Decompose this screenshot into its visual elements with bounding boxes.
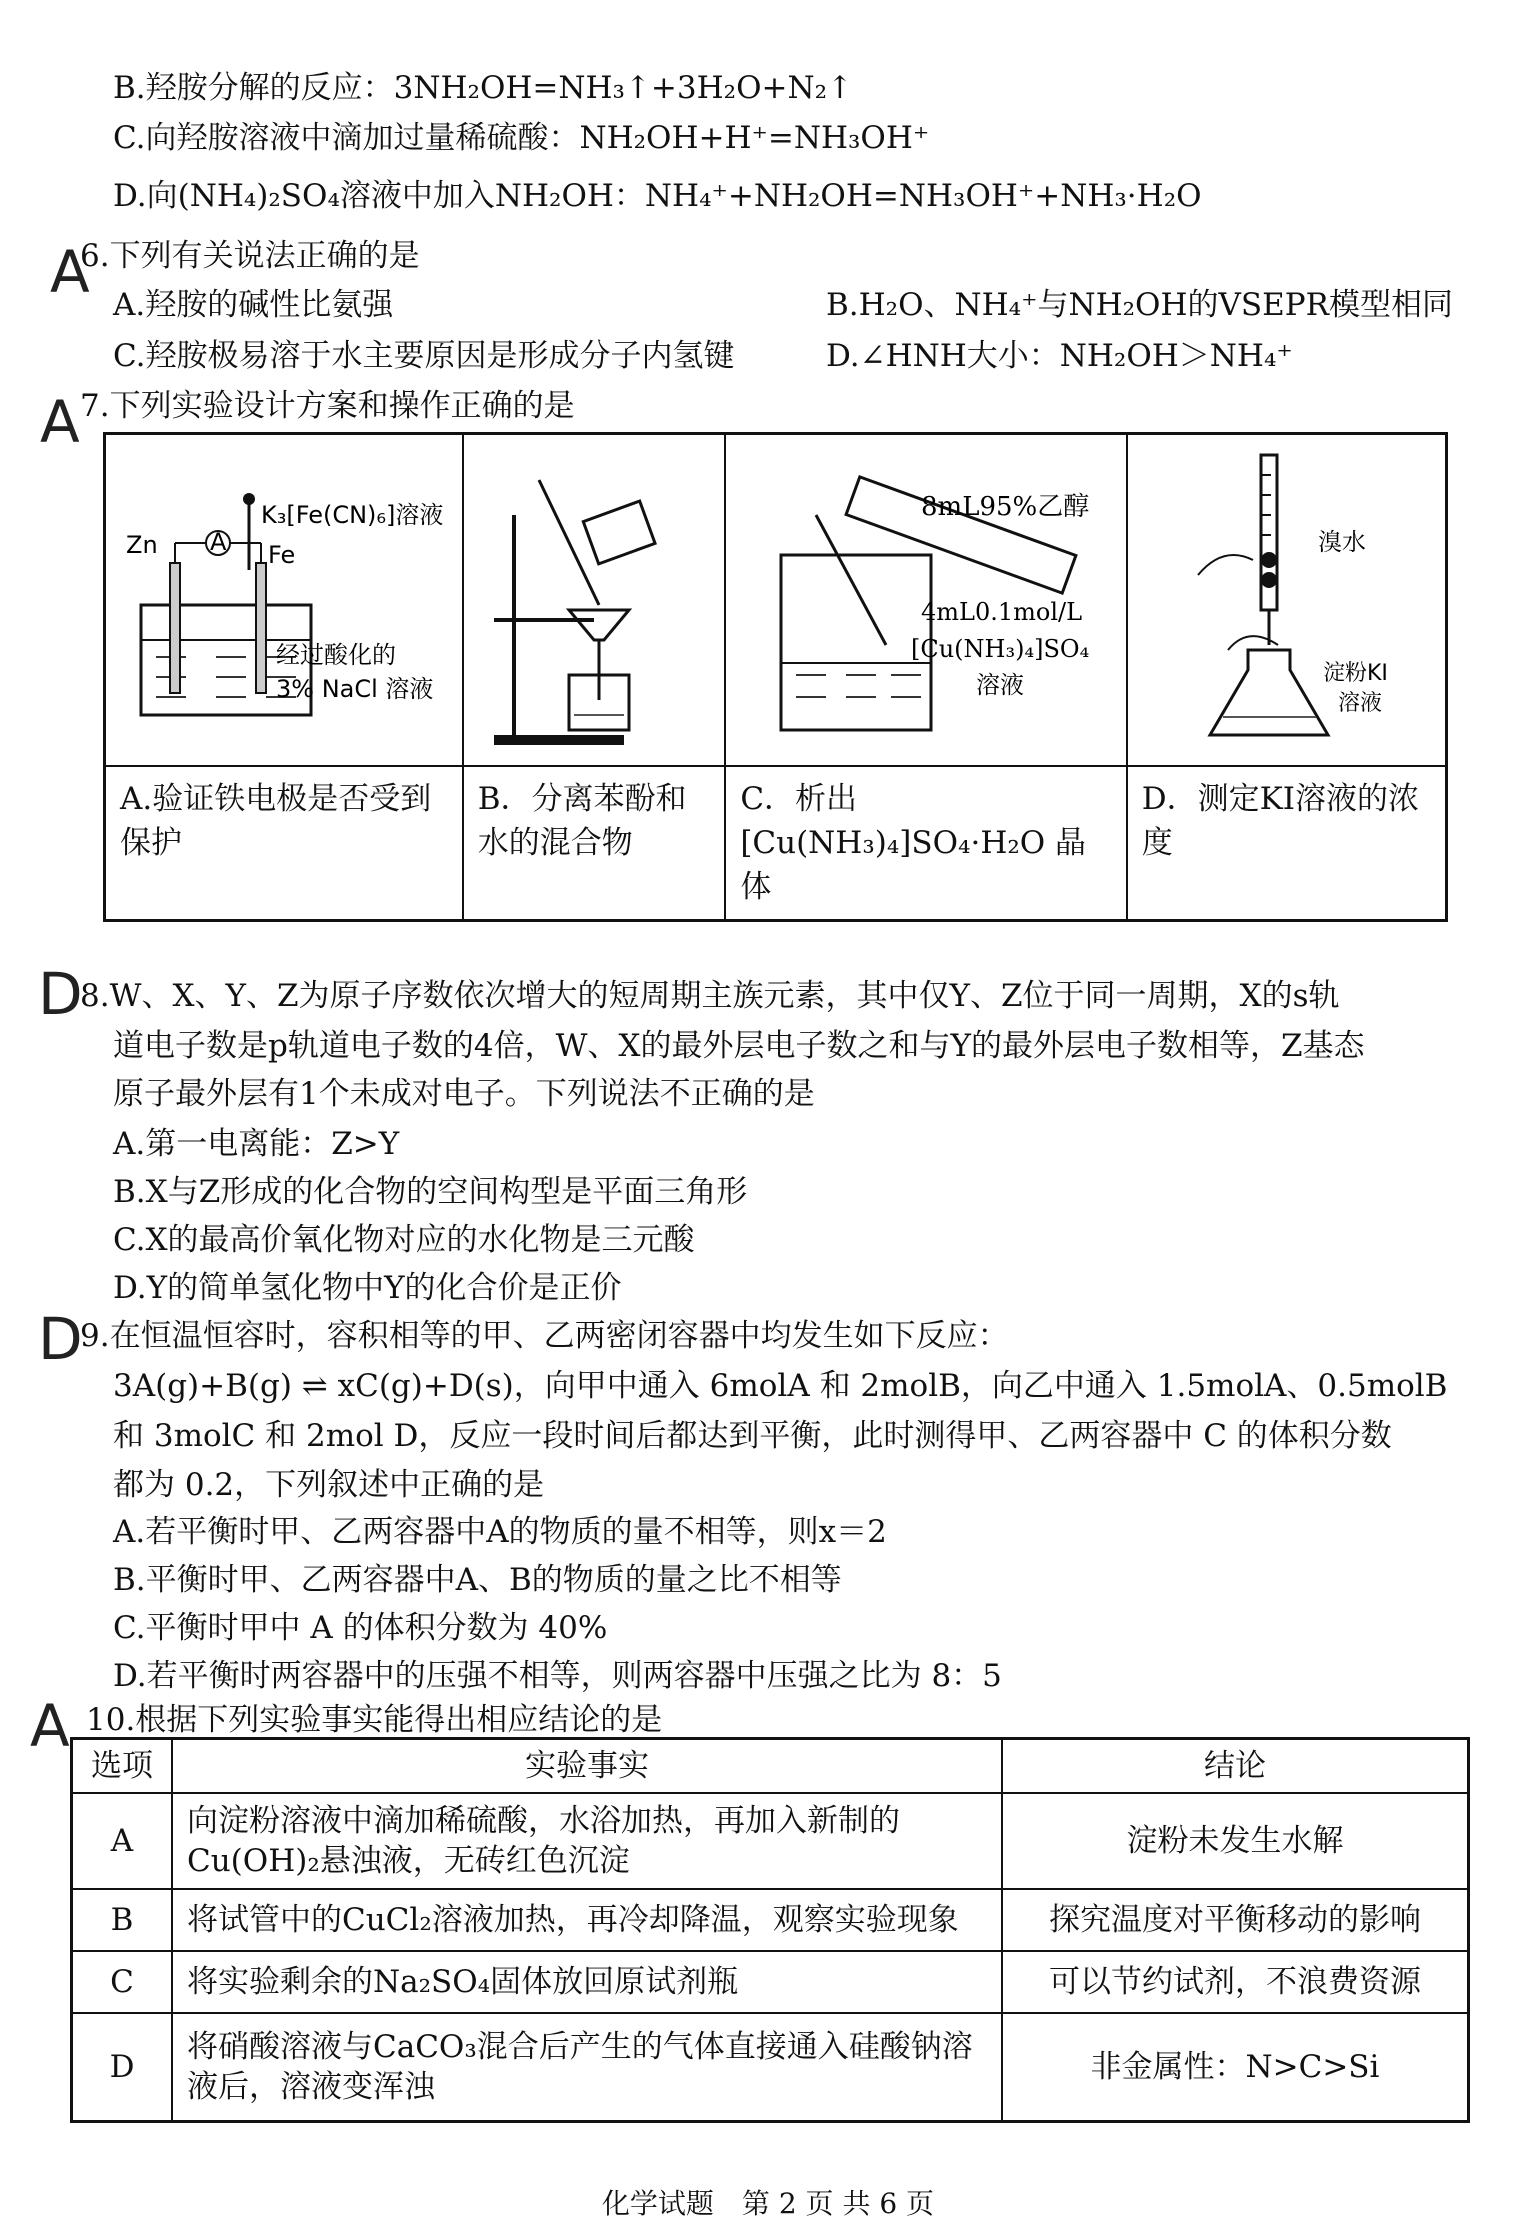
option-d-cell xyxy=(1127,766,1447,921)
row-option: D xyxy=(72,2013,173,2121)
row-conclusion: 淀粉未发生水解 xyxy=(1002,1793,1469,1889)
row-fact: 向淀粉溶液中滴加稀硫酸，水浴加热，再加入新制的Cu(OH)₂悬浊液，无砖红色沉淀 xyxy=(172,1793,1002,1889)
starch-ki-label-1: 淀粉KI xyxy=(1322,661,1388,686)
crystallization-figure xyxy=(726,435,1126,765)
question-9-line-3: 和 3molC 和 2mol D，反应一段时间后都达到平衡，此时测得甲、乙两容器中 C 的体积分数 xyxy=(113,1418,1392,1454)
fe-electrode-label: Fe xyxy=(268,541,296,569)
question-7-stem: 7.下列实验设计方案和操作正确的是 xyxy=(80,388,575,424)
titration-figure xyxy=(1128,435,1447,765)
option-a-text: A.验证铁电极是否受到保护 xyxy=(120,781,432,861)
option-b-cell xyxy=(463,766,726,921)
solution-label-2: 3% NaCl 溶液 xyxy=(276,675,434,703)
question-8-option-c: C.X的最高价氧化物对应的水化物是三元酸 xyxy=(113,1222,695,1258)
figure-a-cell xyxy=(105,434,463,767)
figure-d-cell xyxy=(1127,434,1447,767)
question-6-option-b: B.H₂O、NH₄⁺与NH₂OH的VSEPR模型相同 xyxy=(826,287,1453,323)
figure-c-cell xyxy=(725,434,1126,767)
option-d-line: D.向(NH₄)₂SO₄溶液中加入NH₂OH：NH₄⁺+NH₂OH=NH₃OH⁺+NH₃·H₂O xyxy=(113,178,1202,214)
row-conclusion: 可以节约试剂，不浪费资源 xyxy=(1002,1951,1469,2013)
solution-formula-label: [Cu(NH₃)₄]SO₄ xyxy=(911,635,1090,663)
question-8-option-d: D.Y的简单氢化物中Y的化合价是正价 xyxy=(113,1270,622,1306)
row-fact: 将硝酸溶液与CaCO₃混合后产生的气体直接通入硅酸钠溶液后，溶液变浑浊 xyxy=(172,2013,1002,2121)
row-option: B xyxy=(72,1889,173,1951)
solution-word-label: 溶液 xyxy=(976,671,1025,699)
option-d-text: D．测定KI溶液的浓度 xyxy=(1141,781,1420,861)
question-9-line-4: 都为 0.2，下列叙述中正确的是 xyxy=(113,1467,545,1503)
question-8-line-3: 原子最外层有1个未成对电子。下列说法不正确的是 xyxy=(113,1076,815,1112)
handwritten-answer-10: A xyxy=(30,1692,70,1760)
option-c-line: C.向羟胺溶液中滴加过量稀硫酸：NH₂OH+H⁺=NH₃OH⁺ xyxy=(113,120,930,156)
question-9-line-1: 9.在恒温恒容时，容积相等的甲、乙两密闭容器中均发生如下反应： xyxy=(80,1318,1009,1354)
table-row xyxy=(72,1793,1469,1889)
figure-b-cell xyxy=(463,434,726,767)
question-9-option-d: D.若平衡时两容器中的压强不相等，则两容器中压强之比为 8：5 xyxy=(113,1658,1002,1694)
question-8-option-a: A.第一电离能：Z>Y xyxy=(113,1126,400,1162)
option-c-cell xyxy=(725,766,1126,921)
handwritten-answer-8: D xyxy=(38,960,83,1028)
header-conclusion: 结论 xyxy=(1002,1739,1469,1794)
conclusion-table xyxy=(70,1737,1470,2123)
row-option: A xyxy=(72,1793,173,1889)
reagent-label: K₃[Fe(CN)₆]溶液 xyxy=(261,501,444,529)
starch-ki-label-2: 溶液 xyxy=(1337,691,1382,716)
option-b-text: B．分离苯酚和水的混合物 xyxy=(477,781,687,861)
question-6-option-c: C.羟胺极易溶于水主要原因是形成分子内氢键 xyxy=(113,338,735,374)
option-c-text-2: [Cu(NH₃)₄]SO₄·H₂O 晶体 xyxy=(740,825,1087,905)
option-a-cell xyxy=(105,766,463,921)
row-fact: 将实验剩余的Na₂SO₄固体放回原试剂瓶 xyxy=(172,1951,1002,2013)
ethanol-label: 8mL95%乙醇 xyxy=(921,492,1090,522)
header-option: 选项 xyxy=(72,1739,173,1794)
bromine-label: 溴水 xyxy=(1317,528,1366,556)
solution-concentration-label: 4mL0.1mol/L xyxy=(921,598,1083,626)
question-9-option-b: B.平衡时甲、乙两容器中A、B的物质的量之比不相等 xyxy=(113,1562,842,1598)
question-8-option-b: B.X与Z形成的化合物的空间构型是平面三角形 xyxy=(113,1174,748,1210)
experiment-table xyxy=(103,432,1448,922)
question-9-option-a: A.若平衡时甲、乙两容器中A的物质的量不相等，则x＝2 xyxy=(113,1514,887,1550)
table-row xyxy=(72,2013,1469,2121)
electrolysis-apparatus-figure xyxy=(106,435,464,765)
table-row xyxy=(72,1951,1469,2013)
option-b-line: B.羟胺分解的反应：3NH₂OH=NH₃↑+3H₂O+N₂↑ xyxy=(113,70,854,106)
question-8-line-1: 8.W、X、Y、Z为原子序数依次增大的短周期主族元素，其中仅Y、Z位于同一周期，X的s轨 xyxy=(80,978,1340,1014)
question-10-stem: 10.根据下列实验事实能得出相应结论的是 xyxy=(86,1702,663,1738)
row-fact: 将试管中的CuCl₂溶液加热，再冷却降温，观察实验现象 xyxy=(172,1889,1002,1951)
row-conclusion: 非金属性：N>C>Si xyxy=(1002,2013,1469,2121)
question-8-line-2: 道电子数是p轨道电子数的4倍，W、X的最外层电子数之和与Y的最外层电子数相等，Z基态 xyxy=(113,1028,1365,1064)
handwritten-answer-6: A xyxy=(50,238,90,306)
handwritten-answer-7: A xyxy=(40,388,80,456)
zn-electrode-label: Zn xyxy=(126,531,158,559)
filtration-apparatus-figure xyxy=(464,435,726,765)
solution-label-1: 经过酸化的 xyxy=(276,641,396,669)
page-footer: 化学试题 第 2 页 共 6 页 xyxy=(601,2187,935,2220)
question-6-option-d: D.∠HNH大小：NH₂OH＞NH₄⁺ xyxy=(826,338,1293,374)
question-6-stem: 6.下列有关说法正确的是 xyxy=(80,238,420,274)
ammeter-label: A xyxy=(210,528,227,556)
question-9-option-c: C.平衡时甲中 A 的体积分数为 40% xyxy=(113,1610,608,1646)
question-9-line-2: 3A(g)+B(g) ⇌ xC(g)+D(s)，向甲中通入 6molA 和 2molB，向乙中通入 1.5molA、0.5molB xyxy=(113,1368,1448,1404)
handwritten-answer-9: D xyxy=(38,1305,83,1373)
question-6-option-a: A.羟胺的碱性比氨强 xyxy=(113,287,394,323)
header-fact: 实验事实 xyxy=(172,1739,1002,1794)
option-c-text-1: C．析出 xyxy=(740,781,858,817)
table-row xyxy=(72,1889,1469,1951)
row-conclusion: 探究温度对平衡移动的影响 xyxy=(1002,1889,1469,1951)
row-option: C xyxy=(72,1951,173,2013)
